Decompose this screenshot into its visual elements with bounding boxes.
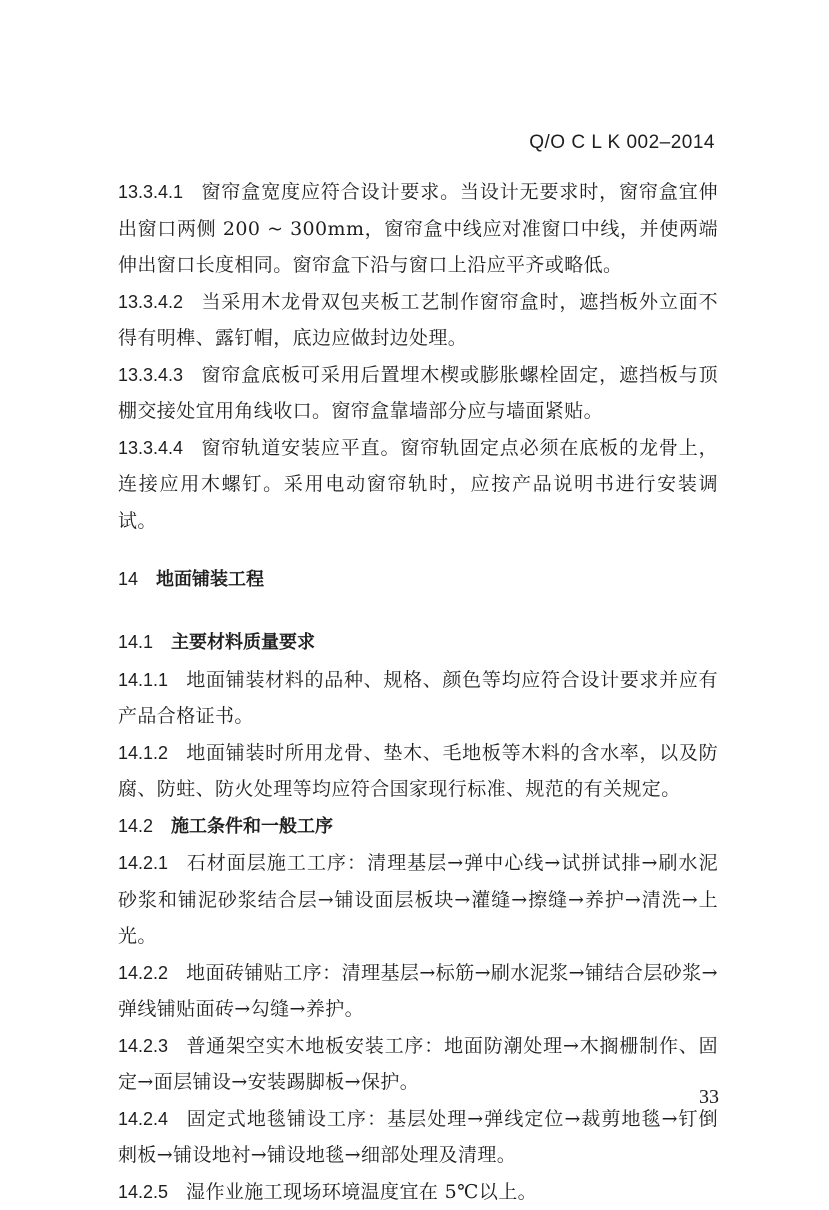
- clause-number: 14.2.5: [118, 1182, 168, 1202]
- clause-text: 地面铺装时所用龙骨、垫木、毛地板等木料的含水率，以及防腐、防蛀、防火处理等均应符合国家现行标准、规范的有关规定。: [118, 742, 718, 801]
- clause-text: 普通架空实木地板安装工序：地面防潮处理→木搁栅制作、固定→面层铺设→安装踢脚板→保护。: [118, 1035, 718, 1094]
- clause-14-2-2: [118, 955, 718, 1028]
- clause-13-3-4-2: [118, 284, 718, 357]
- section-heading-14-1: [118, 624, 718, 662]
- clause-text: 窗帘轨道安装应平直。窗帘轨固定点必须在底板的龙骨上，连接应用木螺钉。采用电动窗帘轨时，应按产品说明书进行安装调试。: [118, 437, 718, 532]
- clause-number: 14.2.1: [118, 853, 168, 873]
- clause-text: 窗帘盒底板可采用后置埋木楔或膨胀螺栓固定，遮挡板与顶棚交接处宜用角线收口。窗帘盒靠墙部分应与墙面紧贴。: [118, 364, 718, 423]
- clause-number: 14.2.2: [118, 963, 168, 983]
- clause-13-3-4-4: [118, 430, 718, 540]
- section-number: 14.2: [118, 816, 153, 836]
- clause-text: 石材面层施工工序：清理基层→弹中心线→试拼试排→刷水泥砂浆和铺泥砂浆结合层→铺设面层板块→灌缝→擦缝→养护→清洗→上光。: [118, 852, 718, 947]
- clause-text: 地面砖铺贴工序：清理基层→标筋→刷水泥浆→铺结合层砂浆→弹线铺贴面砖→勾缝→养护。: [118, 962, 718, 1021]
- clause-14-1-1: [118, 662, 718, 735]
- clause-number: 13.3.4.2: [118, 292, 183, 312]
- section-title: 主要材料质量要求: [171, 632, 315, 653]
- clause-14-2-3: [118, 1028, 718, 1101]
- clause-14-2-4: [118, 1101, 718, 1174]
- clause-number: 14.1.1: [118, 670, 168, 690]
- clause-14-2-1: [118, 845, 718, 955]
- clause-text: 窗帘盒宽度应符合设计要求。当设计无要求时，窗帘盒宜伸出窗口两侧 200 ~ 300mm，窗帘盒中线应对准窗口中线，并使两端伸出窗口长度相同。窗帘盒下沿与窗口上沿应平齐或略低。: [118, 181, 718, 276]
- clause-text: 湿作业施工现场环境温度宜在 5℃以上。: [186, 1181, 537, 1203]
- section-title: 施工条件和一般工序: [171, 816, 333, 837]
- page-number: 33: [699, 1086, 719, 1109]
- clause-text: 固定式地毯铺设工序：基层处理→弹线定位→裁剪地毯→钉倒刺板→铺设地衬→铺设地毯→细部处理及清理。: [118, 1108, 718, 1167]
- section-number: 14.1: [118, 632, 153, 652]
- clause-text: 地面铺装材料的品种、规格、颜色等均应符合设计要求并应有产品合格证书。: [118, 669, 718, 728]
- standard-code: Q/O C L K 002–2014: [529, 132, 715, 154]
- clause-number: 14.1.2: [118, 743, 168, 763]
- section-heading-14-2: [118, 808, 718, 846]
- chapter-number: 14: [118, 569, 138, 589]
- clause-number: 13.3.4.3: [118, 365, 183, 385]
- clause-number: 13.3.4.1: [118, 182, 183, 202]
- clause-number: 13.3.4.4: [118, 438, 183, 458]
- clause-14-2-5: [118, 1174, 718, 1210]
- chapter-title: 地面铺装工程: [156, 569, 264, 590]
- clause-14-1-2: [118, 735, 718, 808]
- clause-text: 当采用木龙骨双包夹板工艺制作窗帘盒时，遮挡板外立面不得有明榫、露钉帽，底边应做封边处理。: [118, 291, 718, 350]
- chapter-heading: [118, 561, 718, 598]
- clause-13-3-4-3: [118, 357, 718, 430]
- page-body: [118, 174, 718, 1210]
- clause-number: 14.2.3: [118, 1036, 168, 1056]
- clause-number: 14.2.4: [118, 1109, 168, 1129]
- clause-13-3-4-1: [118, 174, 718, 284]
